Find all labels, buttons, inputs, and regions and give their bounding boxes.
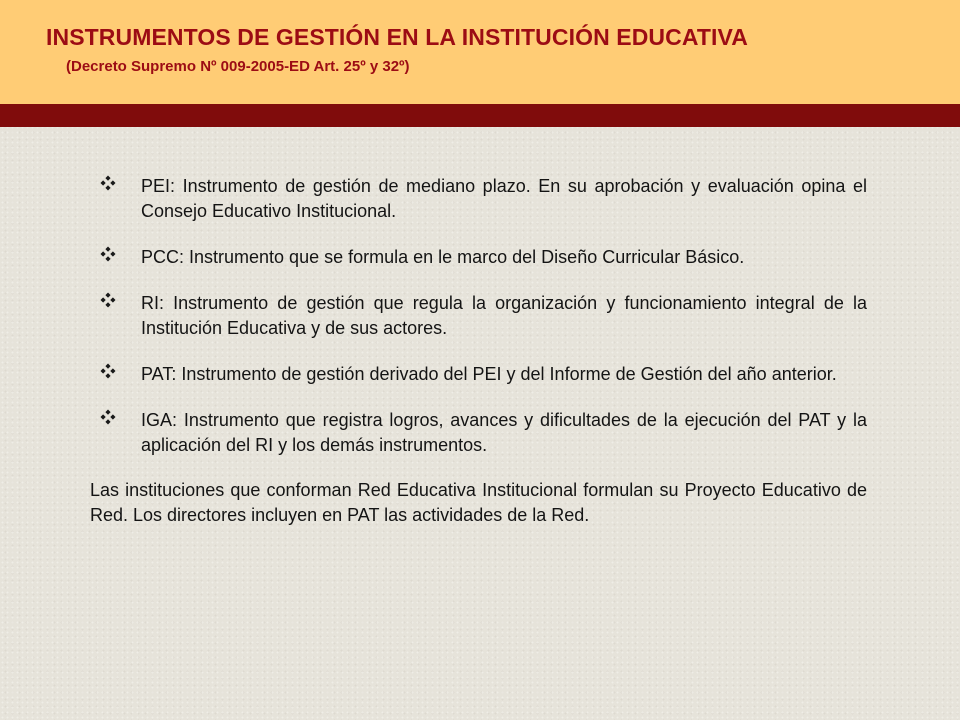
four-diamond-bullet-icon [100,363,116,379]
header-divider-band [0,104,960,127]
list-item-pat [90,362,867,387]
four-diamond-bullet-icon [100,409,116,425]
four-diamond-bullet-icon [100,175,116,191]
list-item-iga [90,408,867,458]
instrument-list [90,174,867,458]
closing-paragraph: Las instituciones que conforman Red Educativa Institucional formulan su Proyecto Educativo de Red. Los directores incluyen en PAT las actividades de la Red. [90,480,867,525]
list-item-text: PCC: Instrumento que se formula en le marco del Diseño Curricular Básico. [141,247,745,267]
list-item-text: PEI: Instrumento de gestión de mediano plazo. En su aprobación y evaluación opina el Consejo Educativo Institucional. [141,176,867,221]
four-diamond-bullet-icon [100,292,116,308]
page-title: INSTRUMENTOS DE GESTIÓN EN LA INSTITUCIÓN EDUCATIVA [46,24,748,50]
four-diamond-bullet-icon [100,246,116,262]
list-item-ri [90,291,867,341]
page-subtitle: (Decreto Supremo Nº 009-2005-ED Art. 25º y 32º) [66,58,410,75]
list-item-pcc [90,245,867,270]
list-item-text: RI: Instrumento de gestión que regula la organización y funcionamiento integral de la Institución Educativa y de sus actores. [141,293,867,338]
list-item-pei [90,174,867,224]
header-banner [0,0,960,104]
list-item-text: IGA: Instrumento que registra logros, avances y dificultades de la ejecución del PAT y la aplicación del RI y los demás instrumentos. [141,410,867,455]
list-item-text: PAT: Instrumento de gestión derivado del PEI y del Informe de Gestión del año anterior. [141,364,837,384]
content-area [90,174,867,528]
